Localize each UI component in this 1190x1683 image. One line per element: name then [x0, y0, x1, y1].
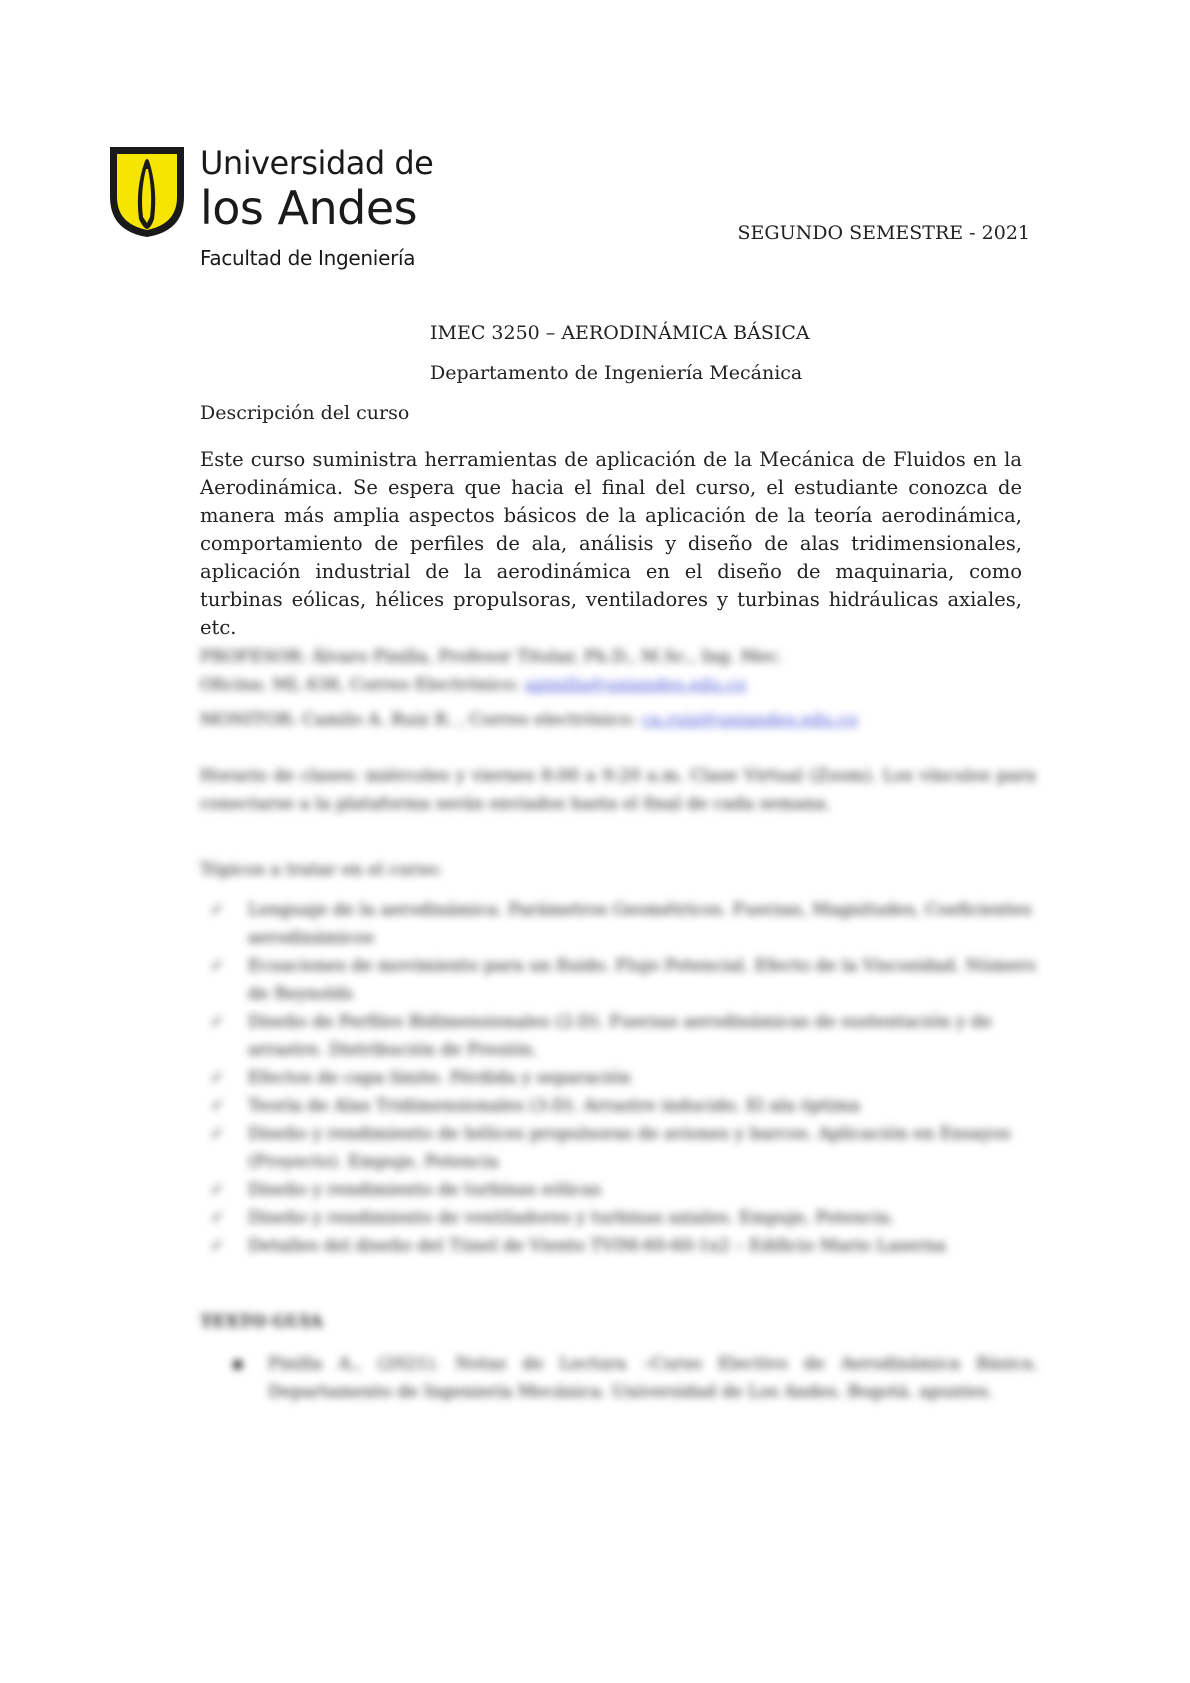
checkmark-icon: ✓	[210, 1208, 225, 1228]
professor-name: PROFESOR: Álvaro Pinilla, Profesor Titular, Ph.D., M.Sc., Ing. Mec.	[200, 647, 783, 667]
checkmark-icon: ✓	[210, 1236, 225, 1256]
logo-text-los-andes: los Andes	[200, 181, 418, 235]
logo-text-universidad: Universidad de	[200, 144, 434, 182]
class-schedule: Horario de clases: miércoles y viernes 8:00 a 9:20 a.m. Clase Virtual (Zoom). Los vínculos para conectarse a la plataforma serán enviados hasta el final de cada semana.	[200, 766, 1036, 814]
list-item: ✓ Lenguaje de la aerodinámica. Parámetros Geométricos. Fuerzas, Magnitudes, Coeficientes aerodinámicos	[210, 896, 1040, 952]
checkmark-icon: ✓	[210, 1124, 225, 1144]
topics-list	[210, 896, 1040, 1260]
bullet-icon: ▪	[232, 1354, 244, 1374]
list-item: ✓ Teoría de Alas Tridimensionales (3-D). Arrastre inducido. El ala óptima	[210, 1092, 1040, 1120]
monitor-label: MONITOR: Camilo A. Ruiz R. , Correo electrónico:	[200, 710, 642, 730]
course-description: Este curso suministra herramientas de aplicación de la Mecánica de Fluidos en la Aerodinámica. Se espera que hacia el final del curso, el estudiante conozca de manera más amplia aspectos básicos de la aplicación de la teoría aerodinámica, comportamiento de perfiles de ala, análisis y diseño de alas tridimensionales, aplicación industrial de la aerodinámica en el diseño de maquinaria, como turbinas eólicas, hélices propulsoras, ventiladores y turbinas hidráulicas axiales, etc.	[200, 448, 1022, 639]
checkmark-icon: ✓	[210, 956, 225, 976]
list-item: ▪ Pinilla A., (2021). Notas de Lectura –Curso Electivo de Aerodinámica Básica. Departamento de Ingeniería Mecánica. Universidad de Los Andes. Bogotá. apuntes.	[232, 1350, 1038, 1406]
list-item: ✓ Diseño y rendimiento de turbinas eólicas	[210, 1176, 1040, 1204]
list-item: ✓ Detalles del diseño del Túnel de Viento TVIM-60-60-1x2 – Edificio Mario Laserna	[210, 1232, 1040, 1260]
references-list	[232, 1350, 1038, 1406]
department-name: Departamento de Ingeniería Mecánica	[430, 362, 803, 384]
list-item: ✓ Ecuaciones de movimiento para un fluido. Flujo Potencial. Efecto de la Viscosidad. Número de Reynolds	[210, 952, 1040, 1008]
list-item: ✓ Diseño de Perfiles Bidimensionales (2-D). Fuerzas aerodinámicas de sustentación y de arrastre. Distribución de Presión.	[210, 1008, 1040, 1064]
references-heading: TEXTO GUIA	[200, 1312, 323, 1332]
checkmark-icon: ✓	[210, 1012, 225, 1032]
professor-office	[200, 671, 1036, 699]
checkmark-icon: ✓	[210, 1096, 225, 1116]
checkmark-icon: ✓	[210, 1068, 225, 1088]
university-logo	[106, 145, 436, 275]
los-andes-shield-icon	[106, 145, 188, 239]
professor-email-link[interactable]: apinilla@uniandes.edu.co	[524, 675, 747, 695]
checkmark-icon: ✓	[210, 900, 225, 920]
monitor-info	[200, 706, 1036, 734]
list-item: ✓ Diseño y rendimiento de hélices propulsoras de aviones y barcos. Aplicación en Ensayos (Proyecto). Empuje, Potencia	[210, 1120, 1040, 1176]
professor-office-label: Oficina: ML 638, Correo Electrónico:	[200, 675, 525, 695]
list-item: ✓ Diseño y rendimiento de ventiladores y turbinas axiales. Empuje, Potencia.	[210, 1204, 1040, 1232]
description-heading: Descripción del curso	[200, 402, 410, 424]
monitor-email-link[interactable]: ca.ruiz@uniandes.edu.co	[641, 710, 858, 730]
semester-label: SEGUNDO SEMESTRE - 2021	[737, 222, 1030, 244]
course-title: IMEC 3250 – AERODINÁMICA BÁSICA	[430, 322, 810, 344]
topics-heading: Tópicos a tratar en el curso:	[200, 860, 443, 880]
logo-text-faculty: Facultad de Ingeniería	[200, 246, 416, 270]
professor-info	[200, 643, 1036, 699]
checkmark-icon: ✓	[210, 1180, 225, 1200]
list-item: ✓ Efectos de capa límite. Pérdida y separación	[210, 1064, 1040, 1092]
